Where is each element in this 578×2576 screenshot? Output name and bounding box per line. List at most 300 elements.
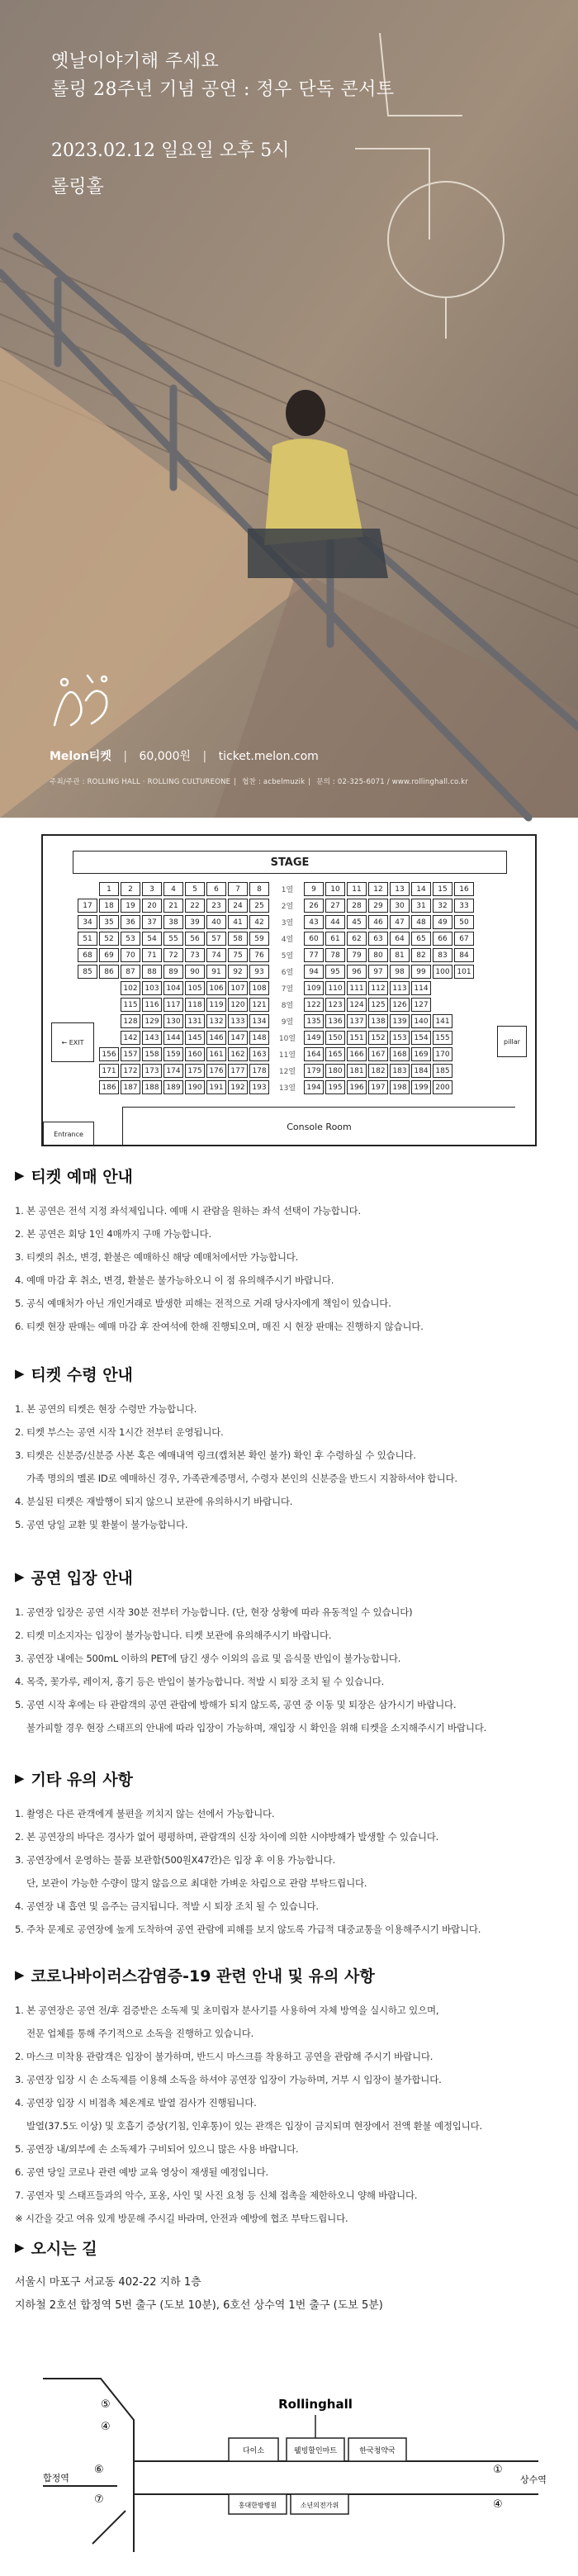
seat: 6 [206, 882, 226, 896]
row-label: 5열 [281, 952, 294, 961]
info-item: 5. 공연 시작 후에는 타 관람객의 공연 관람에 방해가 되지 않도록, 공연 중 이동 및 퇴장은 삼가시기 바랍니다. [15, 1699, 457, 1710]
poster-title-line-2: 롤링 28주년 기념 공연 : 정우 단독 콘서트 [51, 79, 395, 100]
seat: 60 [304, 932, 324, 946]
seat: 55 [163, 932, 183, 946]
info-item: 2. 마스크 미착용 관람객은 입장이 불가하며, 반드시 마스크를 착용하고 공연을 관람해 주시기 바랍니다. [15, 2051, 434, 2062]
venue-map [43, 2370, 547, 2552]
seat: 77 [304, 948, 324, 962]
row-label: 13열 [278, 1084, 296, 1093]
seat: 143 [142, 1031, 162, 1045]
info-item: 5. 공연장 내/외부에 손 소독제가 구비되어 있으니 많은 사용 바랍니다. [15, 2143, 299, 2155]
seat: 182 [368, 1064, 388, 1078]
map-exit-number: ⑥ [94, 2464, 104, 2476]
seat: 39 [185, 915, 205, 929]
seat: 14 [411, 882, 431, 896]
map-exit-number: ① [493, 2464, 503, 2476]
seat: 41 [228, 915, 248, 929]
triangle-icon: ▶ [15, 1366, 25, 1381]
info-item: 1. 본 공연의 티켓은 현장 수령만 가능합니다. [15, 1403, 197, 1415]
info-item: 전문 업체를 통해 주기적으로 소독을 진행하고 있습니다. [26, 2028, 254, 2039]
ticket-brand: Melon티켓 [50, 750, 111, 763]
triangle-icon: ▶ [15, 2240, 25, 2255]
seat: 65 [411, 932, 431, 946]
seat: 3 [142, 882, 162, 896]
anniversary-logo-icon [46, 667, 121, 733]
seat: 64 [390, 932, 410, 946]
seat: 63 [368, 932, 388, 946]
seat: 82 [411, 948, 431, 962]
info-item: 1. 공연장 입장은 공연 시작 30분 전부터 가능합니다. (단, 현장 상황에 따라 유동적일 수 있습니다) [15, 1606, 413, 1618]
seat: 154 [411, 1031, 431, 1045]
seat: 90 [185, 965, 205, 979]
info-item: 6. 티켓 현장 판매는 예매 마감 후 잔여석에 한해 진행되오며, 매진 시 현장 판매는 진행하지 않습니다. [15, 1321, 424, 1332]
row-label: 6열 [281, 969, 294, 977]
seat: 149 [304, 1031, 324, 1045]
info-section [15, 1363, 563, 1536]
info-item: 3. 공연장 내에는 500mL 이하의 PET에 담긴 생수 이외의 음료 및 음식물 반입이 불가능합니다. [15, 1653, 401, 1664]
row-label: 2열 [281, 903, 294, 911]
seat: 84 [454, 948, 474, 962]
seat: 196 [347, 1080, 367, 1094]
seat: 76 [249, 948, 269, 962]
seat: 181 [347, 1064, 367, 1078]
seat: 79 [347, 948, 367, 962]
seat: 177 [228, 1064, 248, 1078]
info-item: 6. 공연 당일 코로나 관련 예방 교육 영상이 재생될 예정입니다. [15, 2166, 268, 2178]
seat: 54 [142, 932, 162, 946]
seat: 105 [185, 981, 205, 995]
seat: 93 [249, 965, 269, 979]
seat: 33 [454, 899, 474, 913]
map-exit-number: ④ [493, 2498, 503, 2511]
seat: 57 [206, 932, 226, 946]
seat: 156 [99, 1047, 119, 1061]
row-label: 8열 [281, 1002, 294, 1010]
seat: 78 [325, 948, 345, 962]
info-item: 3. 공연장 입장 시 손 소독제를 이용해 소독을 하셔야 공연장 입장이 가능하며, 거부 시 입장이 불가합니다. [15, 2074, 442, 2085]
seat: 135 [304, 1014, 324, 1028]
seat: 124 [347, 998, 367, 1012]
seat: 70 [121, 948, 140, 962]
seat: 72 [163, 948, 183, 962]
row-label: 11열 [278, 1051, 296, 1060]
info-section [15, 1964, 563, 2230]
seat: 150 [325, 1031, 345, 1045]
seat: 169 [411, 1047, 431, 1061]
poster-text [51, 48, 395, 202]
seat: 8 [249, 882, 269, 896]
row-label: 3열 [281, 919, 294, 927]
seat: 178 [249, 1064, 269, 1078]
seat: 80 [368, 948, 388, 962]
info-item: 3. 티켓의 취소, 변경, 환불은 예매하신 해당 예매처에서만 가능합니다. [15, 1251, 299, 1263]
seat: 23 [206, 899, 226, 913]
poster-date: 2023.02.12 일요일 오후 5시 [51, 140, 290, 161]
seat: 140 [411, 1014, 431, 1028]
seat: 190 [185, 1080, 205, 1094]
credit-organizer: 주최/주관 : ROLLING HALL · ROLLING CULTUREONE [50, 778, 231, 786]
seat: 5 [185, 882, 205, 896]
seat: 10 [325, 882, 345, 896]
triangle-icon: ▶ [15, 1771, 25, 1786]
seat-map [41, 834, 537, 1146]
seat: 121 [249, 998, 269, 1012]
seat: 9 [304, 882, 324, 896]
seat: 28 [347, 899, 367, 913]
seat: 19 [121, 899, 140, 913]
seat: 171 [99, 1064, 119, 1078]
seat: 151 [347, 1031, 367, 1045]
section-title-text: 공연 입장 안내 [31, 1568, 133, 1587]
seat: 125 [368, 998, 388, 1012]
ticket-url[interactable]: ticket.melon.com [218, 750, 319, 763]
seat: 107 [228, 981, 248, 995]
seat: 31 [411, 899, 431, 913]
seat: 75 [228, 948, 248, 962]
seat: 58 [228, 932, 248, 946]
seat: 29 [368, 899, 388, 913]
info-item: 2. 티켓 미소지자는 입장이 불가능합니다. 티켓 보관에 유의해주시기 바랍니다. [15, 1630, 332, 1641]
seat: 37 [142, 915, 162, 929]
ticket-info: Melon티켓 | 60,000원 | ticket.melon.com [50, 750, 319, 763]
seat: 116 [142, 998, 162, 1012]
section-title [15, 1165, 563, 1186]
section-title-text: 티켓 예매 안내 [31, 1167, 133, 1186]
info-item: 2. 본 공연은 회당 1인 4매까지 구매 가능합니다. [15, 1228, 211, 1240]
seat: 24 [228, 899, 248, 913]
seat: 94 [304, 965, 324, 979]
pillar-label: pillar [497, 1026, 527, 1057]
seat: 111 [347, 981, 367, 995]
seat: 50 [454, 915, 474, 929]
seat: 158 [142, 1047, 162, 1061]
seat: 133 [228, 1014, 248, 1028]
map-exit-number: ⑦ [94, 2493, 104, 2506]
seat: 138 [368, 1014, 388, 1028]
seat: 38 [163, 915, 183, 929]
seat: 74 [206, 948, 226, 962]
concert-poster [0, 0, 578, 818]
seat: 168 [390, 1047, 410, 1061]
credit-contact: 문의 : 02-325-6071 / www.rollinghall.co.kr [316, 778, 468, 786]
seat: 176 [206, 1064, 226, 1078]
directions-section [15, 2237, 563, 2317]
info-item: 4. 목죽, 꽃가루, 레이저, 흉기 등은 반입이 불가능합니다. 적발 시 퇴장 조치 될 수 있습니다. [15, 1676, 385, 1687]
console-room-label: Console Room [122, 1107, 515, 1146]
map-place: 웰빙할인마트 [293, 2447, 338, 2455]
seat: 122 [304, 998, 324, 1012]
seat: 98 [390, 965, 410, 979]
seat: 66 [433, 932, 452, 946]
seat: 88 [142, 965, 162, 979]
seat: 165 [325, 1047, 345, 1061]
seat: 152 [368, 1031, 388, 1045]
seat: 179 [304, 1064, 324, 1078]
triangle-icon: ▶ [15, 1967, 25, 1982]
seat: 18 [99, 899, 119, 913]
seat: 15 [433, 882, 452, 896]
seat: 110 [325, 981, 345, 995]
seat: 114 [411, 981, 431, 995]
info-item: 3. 티켓은 신분증/신분증 사본 혹은 예매내역 링크(캡쳐본 확인 불가) 확인 후 수령하실 수 있습니다. [15, 1449, 416, 1461]
seat: 157 [121, 1047, 140, 1061]
seat: 115 [121, 998, 140, 1012]
seat: 106 [206, 981, 226, 995]
seat: 91 [206, 965, 226, 979]
directions-title: 오시는 길 [31, 2239, 97, 2258]
seat: 144 [163, 1031, 183, 1045]
seat: 81 [390, 948, 410, 962]
exit-label: ← EXIT [51, 1022, 94, 1062]
seat: 129 [142, 1014, 162, 1028]
map-venue-label: Rollinghall [278, 2397, 353, 2412]
section-title-text: 티켓 수령 안내 [31, 1365, 133, 1384]
section-title [15, 1767, 563, 1789]
seat: 187 [121, 1080, 140, 1094]
stage-label: STAGE [73, 851, 507, 874]
map-place: 소년의전가위 [300, 2502, 339, 2509]
seat: 109 [304, 981, 324, 995]
seat: 27 [325, 899, 345, 913]
info-item: 불가피할 경우 현장 스태프의 안내에 따라 입장이 가능하며, 재입장 시 확인을 위해 티켓을 소지해주시기 바랍니다. [26, 1722, 487, 1734]
info-item: 1. 본 공연장은 공연 전/후 검증받은 소독제 및 초미립자 분사기를 사용하여 자체 방역을 실시하고 있으며, [15, 2004, 439, 2016]
seat: 199 [411, 1080, 431, 1094]
info-item: 가족 명의의 멜론 ID로 예매하신 경우, 가족관계증명서, 수령자 본인의 신분증을 반드시 지참하셔야 합니다. [26, 1473, 457, 1484]
info-item: 5. 공식 예매처가 아닌 개인거래로 발생한 피해는 전적으로 거래 당사자에게 책임이 있습니다. [15, 1297, 391, 1309]
venue-address: 서울시 마포구 서교동 402-22 지하 1층 [15, 2276, 201, 2289]
seat: 113 [390, 981, 410, 995]
section-title-text: 기타 유의 사항 [31, 1770, 133, 1789]
seat: 16 [454, 882, 474, 896]
seat: 160 [185, 1047, 205, 1061]
seat: 73 [185, 948, 205, 962]
row-label: 9열 [281, 1018, 294, 1027]
seat: 147 [228, 1031, 248, 1045]
seat: 30 [390, 899, 410, 913]
seat: 134 [249, 1014, 269, 1028]
info-item: 5. 공연 당일 교환 및 환불이 불가능합니다. [15, 1519, 188, 1530]
seat: 132 [206, 1014, 226, 1028]
seat: 42 [249, 915, 269, 929]
map-place: 다이소 [242, 2447, 265, 2455]
seat: 89 [163, 965, 183, 979]
seat: 166 [347, 1047, 367, 1061]
seat: 192 [228, 1080, 248, 1094]
info-item: 7. 공연자 및 스태프들과의 악수, 포옹, 사인 및 사진 요청 등 신체 접촉을 제한하오니 양해 바랍니다. [15, 2189, 418, 2201]
seat: 61 [325, 932, 345, 946]
seat: 49 [433, 915, 452, 929]
seat: 26 [304, 899, 324, 913]
row-label: 4열 [281, 936, 294, 944]
seat: 32 [433, 899, 452, 913]
section-title-text: 코로나바이러스감염증-19 관련 안내 및 유의 사항 [31, 1966, 375, 1985]
seat: 145 [185, 1031, 205, 1045]
seat: 162 [228, 1047, 248, 1061]
seat: 127 [411, 998, 431, 1012]
info-item: 4. 예매 마감 후 취소, 변경, 환불은 불가능하오니 이 점 유의해주시기 바랍니다. [15, 1274, 334, 1286]
seat: 95 [325, 965, 345, 979]
seat: 123 [325, 998, 345, 1012]
seat: 53 [121, 932, 140, 946]
seat: 97 [368, 965, 388, 979]
seat: 193 [249, 1080, 269, 1094]
seat: 142 [121, 1031, 140, 1045]
map-place: 한국청약국 [359, 2447, 396, 2455]
map-exit-number: ④ [101, 2421, 111, 2433]
seat: 163 [249, 1047, 269, 1061]
seat: 103 [142, 981, 162, 995]
seat: 68 [78, 948, 97, 962]
seat: 4 [163, 882, 183, 896]
info-item: 4. 공연장 내 흡연 및 음주는 금지됩니다. 적발 시 퇴장 조치 될 수 있습니다. [15, 1900, 319, 1912]
seat: 86 [99, 965, 119, 979]
subway-directions: 지하철 2호선 합정역 5번 출구 (도보 10분), 6호선 상수역 1번 출구 (도보 5분) [15, 2299, 383, 2312]
seat: 185 [433, 1064, 452, 1078]
seat: 62 [347, 932, 367, 946]
seat: 130 [163, 1014, 183, 1028]
seat: 48 [411, 915, 431, 929]
seat: 87 [121, 965, 140, 979]
seat: 200 [433, 1080, 452, 1094]
seat: 104 [163, 981, 183, 995]
seat: 85 [78, 965, 97, 979]
info-item: 1. 촬영은 다른 관객에게 불편을 끼치지 않는 선에서 가능합니다. [15, 1808, 275, 1819]
info-item: 5. 주차 문제로 공연장에 높게 도착하여 공연 관람에 피해를 보지 않도록 가급적 대중교통을 이용해주시기 바랍니다. [15, 1924, 481, 1935]
seat: 195 [325, 1080, 345, 1094]
seat: 194 [304, 1080, 324, 1094]
seat: 52 [99, 932, 119, 946]
seat: 96 [347, 965, 367, 979]
ticket-price: 60,000원 [139, 750, 191, 763]
seat: 126 [390, 998, 410, 1012]
seat: 56 [185, 932, 205, 946]
info-section [15, 1566, 563, 1739]
row-label: 10열 [278, 1035, 296, 1043]
seat: 131 [185, 1014, 205, 1028]
map-place: 홍대한방병원 [238, 2502, 277, 2509]
seat: 173 [142, 1064, 162, 1078]
seat: 83 [433, 948, 452, 962]
section-title [15, 1566, 563, 1587]
seat: 47 [390, 915, 410, 929]
seat: 183 [390, 1064, 410, 1078]
map-station-right: 상수역 [520, 2474, 547, 2485]
row-label: 7열 [281, 985, 294, 994]
seat: 112 [368, 981, 388, 995]
seat: 128 [121, 1014, 140, 1028]
seat: 2 [121, 882, 140, 896]
seat: 51 [78, 932, 97, 946]
seat: 36 [121, 915, 140, 929]
seat: 148 [249, 1031, 269, 1045]
section-title [15, 1964, 563, 1985]
section-title [15, 2237, 563, 2258]
info-item: 1. 본 공연은 전석 지정 좌석제입니다. 예매 시 관람을 원하는 좌석 선택이 가능합니다. [15, 1205, 361, 1217]
seat: 172 [121, 1064, 140, 1078]
info-item: 4. 분실된 티켓은 재발행이 되지 않으니 보관에 유의하시기 바랍니다. [15, 1496, 293, 1507]
seat: 7 [228, 882, 248, 896]
seat: 153 [390, 1031, 410, 1045]
seat: 180 [325, 1064, 345, 1078]
seat: 43 [304, 915, 324, 929]
seat: 139 [390, 1014, 410, 1028]
seat: 161 [206, 1047, 226, 1061]
triangle-icon: ▶ [15, 1569, 25, 1584]
poster-venue: 롤링홀 [51, 177, 104, 197]
seat: 174 [163, 1064, 183, 1078]
seat: 198 [390, 1080, 410, 1094]
seat: 164 [304, 1047, 324, 1061]
seat: 1 [99, 882, 119, 896]
seat: 137 [347, 1014, 367, 1028]
seat: 44 [325, 915, 345, 929]
seat: 99 [411, 965, 431, 979]
seat: 197 [368, 1080, 388, 1094]
map-station-left: 합정역 [43, 2473, 69, 2483]
info-item: 3. 공연장에서 운영하는 물품 보관함(500원X47칸)은 입장 후 이용 가능합니다. [15, 1854, 336, 1866]
seat: 170 [433, 1047, 452, 1061]
seat: 69 [99, 948, 119, 962]
triangle-icon: ▶ [15, 1168, 25, 1183]
seat: 175 [185, 1064, 205, 1078]
seat: 35 [99, 915, 119, 929]
seat: 102 [121, 981, 140, 995]
info-item: 발열(37.5도 이상) 및 호흡기 증상(기침, 인후통)이 있는 관객은 입장이 금지되며 현장에서 전액 환불 예정입니다. [26, 2120, 482, 2132]
seat: 59 [249, 932, 269, 946]
seat: 100 [433, 965, 452, 979]
info-item: 단, 보관이 가능한 수량이 많지 않음으로 최대한 가벼운 차림으로 관람 부탁드립니다. [26, 1877, 367, 1889]
seat: 119 [206, 998, 226, 1012]
seat: 71 [142, 948, 162, 962]
seat: 21 [163, 899, 183, 913]
seat: 184 [411, 1064, 431, 1078]
seat: 45 [347, 915, 367, 929]
seat: 46 [368, 915, 388, 929]
seat: 20 [142, 899, 162, 913]
row-label: 1열 [281, 886, 294, 894]
section-title [15, 1363, 563, 1384]
poster-credits: 주최/주관 : ROLLING HALL · ROLLING CULTUREONE | 협찬 : acbelmuzik | 문의 : 02-325-6071 / www.rollinghall.co.kr [50, 778, 468, 786]
info-item: 4. 공연장 입장 시 비접촉 체온계로 발열 검사가 진행됩니다. [15, 2097, 257, 2109]
info-item: 2. 본 공연장의 바닥은 경사가 없어 평평하며, 관람객의 신장 차이에 의한 시야방해가 발생할 수 있습니다. [15, 1831, 439, 1843]
seat: 34 [78, 915, 97, 929]
seat: 120 [228, 998, 248, 1012]
entrance-label: Entrance [43, 1122, 94, 1146]
seat: 189 [163, 1080, 183, 1094]
seat: 67 [454, 932, 474, 946]
info-item: ※ 시간을 갖고 여유 있게 방문해 주시길 바라며, 안전과 예방에 협조 부탁드립니다. [15, 2213, 348, 2224]
seat: 25 [249, 899, 269, 913]
seat: 22 [185, 899, 205, 913]
seat: 136 [325, 1014, 345, 1028]
seat: 155 [433, 1031, 452, 1045]
map-exit-number: ⑤ [101, 2398, 111, 2411]
poster-title-line-1: 옛날이야기해 주세요 [51, 51, 220, 72]
seat: 12 [368, 882, 388, 896]
seat: 13 [390, 882, 410, 896]
info-section [15, 1767, 563, 1941]
seat: 101 [454, 965, 474, 979]
seat: 17 [78, 899, 97, 913]
seat: 108 [249, 981, 269, 995]
seat: 167 [368, 1047, 388, 1061]
seat: 141 [433, 1014, 452, 1028]
seat: 188 [142, 1080, 162, 1094]
seat: 159 [163, 1047, 183, 1061]
seat: 40 [206, 915, 226, 929]
credit-sponsor: 협찬 : acbelmuzik [242, 778, 306, 786]
seat: 92 [228, 965, 248, 979]
